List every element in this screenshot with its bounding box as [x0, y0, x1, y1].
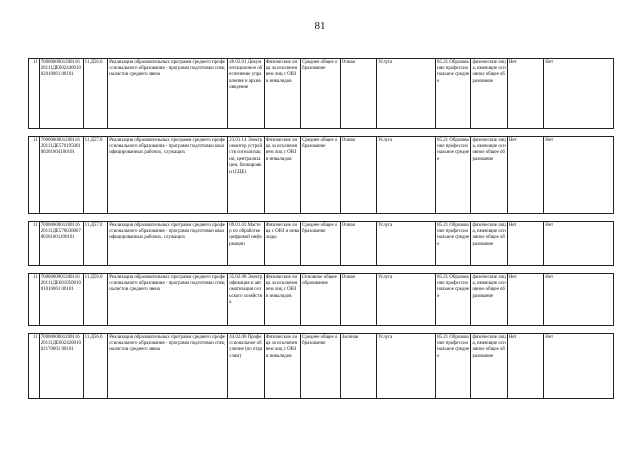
- service-type-code: 11.Д56.0: [83, 59, 108, 129]
- education-base: Среднее общее образование: [301, 137, 341, 214]
- flag-2: Нет: [544, 222, 614, 266]
- okved-code: 85.21 Образование профессиональное среднее: [436, 274, 471, 326]
- consumer-requirement: физические лица, имеющие основное общее образование: [471, 222, 507, 266]
- study-form: Заочная: [340, 334, 376, 399]
- registry-code: 700000000120011620111ДЕ60195001001010061 00101: [39, 274, 83, 326]
- consumer-category: Физические лица за исключением лиц с ОВЗ и инвалидов: [264, 137, 300, 214]
- row-number: 11: [29, 59, 40, 129]
- table-row: [29, 274, 614, 326]
- specialty: 44.02.06 Профессиональное обучение (по отраслям): [228, 334, 264, 399]
- registry-code: 700000000120011620111ДЕ60244001002010061 00101: [39, 59, 83, 129]
- row-number: 11: [29, 334, 40, 399]
- okved-code: 85.21 Образование профессиональное среднее: [436, 137, 471, 214]
- consumer-requirement: физические лица, имеющие основное общее образование: [471, 137, 507, 214]
- specialty: 23.01.14 Электромонтер устройств сигнализации, централизации, блокировки (СЦБ): [228, 137, 264, 214]
- consumer-category: Физические лица за исключением лиц с ОВЗ и инвалидов: [264, 59, 300, 129]
- flag-1: Нет: [507, 222, 543, 266]
- okved-code: 85.21 Образование профессиональное среднее: [436, 222, 471, 266]
- service-name: Реализация образовательных программ среднего профессионального образования - программ подготовки специалистов среднего звена: [108, 274, 228, 326]
- consumer-category: Физические лица за исключением лиц с ОВЗ и инвалидов: [264, 274, 300, 326]
- flag-2: Нет: [544, 334, 614, 399]
- flag-2: Нет: [544, 137, 614, 214]
- separator-cell: [29, 129, 614, 137]
- service-name: Реализация образовательных программ среднего профессионального образования - программ подготовки квалифицированных рабочих, служащих: [108, 222, 228, 266]
- separator-cell: [29, 266, 614, 274]
- flag-1: Нет: [507, 334, 543, 399]
- separator-cell: [29, 326, 614, 334]
- study-form: Очная: [340, 59, 376, 129]
- table-row: [29, 137, 614, 214]
- separator-cell: [29, 214, 614, 222]
- service-kind: Услуга: [377, 59, 436, 129]
- study-form: Очная: [340, 137, 376, 214]
- row-separator: [29, 326, 614, 334]
- service-name: Реализация образовательных программ среднего профессионального образования - программ подготовки специалистов среднего звена: [108, 59, 228, 129]
- row-separator: [29, 266, 614, 274]
- service-type-code: 11.Д56.0: [83, 274, 108, 326]
- row-number: 11: [29, 222, 40, 266]
- specialty: 09.01.03 Мастер по обработке цифровой информации: [228, 222, 264, 266]
- row-separator: [29, 214, 614, 222]
- specialty: 35.02.08 Электрификация и автоматизация сельского хозяйства: [228, 274, 264, 326]
- study-form: Очная: [340, 222, 376, 266]
- education-base: Среднее общее образование: [301, 59, 341, 129]
- registry-code: 700000000120011620111ДЕ57019500100201004100101: [39, 137, 83, 214]
- service-kind: Услуга: [377, 222, 436, 266]
- service-kind: Услуга: [377, 137, 436, 214]
- specialty: 46.02.01 Документационное обеспечение управления и архивоведение: [228, 59, 264, 129]
- service-name: Реализация образовательных программ среднего профессионального образования - программ подготовки специалистов среднего звена: [108, 334, 228, 399]
- flag-2: Нет: [544, 274, 614, 326]
- education-base: Основное общее образование: [301, 274, 341, 326]
- service-kind: Услуга: [377, 334, 436, 399]
- consumer-category: Физические лица за исключением лиц с ОВЗ и инвалидов: [264, 334, 300, 399]
- okved-code: 85.21 Образование профессиональное среднее: [436, 59, 471, 129]
- row-number: 11: [29, 137, 40, 214]
- registry-code: 700000000120011620111ДЕ57003006700201001100101: [39, 222, 83, 266]
- service-type-code: 11.Д57.0: [83, 137, 108, 214]
- flag-2: Нет: [544, 59, 614, 129]
- row-separator: [29, 129, 614, 137]
- page-number: 81: [314, 20, 326, 32]
- flag-1: Нет: [507, 274, 543, 326]
- okved-code: 85.21 Образование профессиональное среднее: [436, 334, 471, 399]
- table-row: [29, 334, 614, 399]
- service-name: Реализация образовательных программ среднего профессионального образования - программ подготовки квалифицированных рабочих, служащих: [108, 137, 228, 214]
- service-type-code: 11.Д56.0: [83, 334, 108, 399]
- service-type-code: 11.Д57.0: [83, 222, 108, 266]
- education-base: Среднее общее образование: [301, 334, 341, 399]
- row-number: 11: [29, 274, 40, 326]
- education-base: Среднее общее образование: [301, 222, 341, 266]
- table-row: [29, 59, 614, 129]
- study-form: Очная: [340, 274, 376, 326]
- registry-code: 700000000120011620111ДЕ60242001002170001 00101: [39, 334, 83, 399]
- consumer-requirement: физические лица, имеющие основное общее образование: [471, 334, 507, 399]
- consumer-requirement: физические лица, имеющие основное общее образование: [471, 274, 507, 326]
- consumer-requirement: физические лица, имеющие основное общее образование: [471, 59, 507, 129]
- service-kind: Услуга: [377, 274, 436, 326]
- flag-1: Нет: [507, 137, 543, 214]
- services-table: [28, 58, 614, 399]
- consumer-category: Физические лица с ОВЗ и инвалиды: [264, 222, 300, 266]
- table-row: [29, 222, 614, 266]
- flag-1: Нет: [507, 59, 543, 129]
